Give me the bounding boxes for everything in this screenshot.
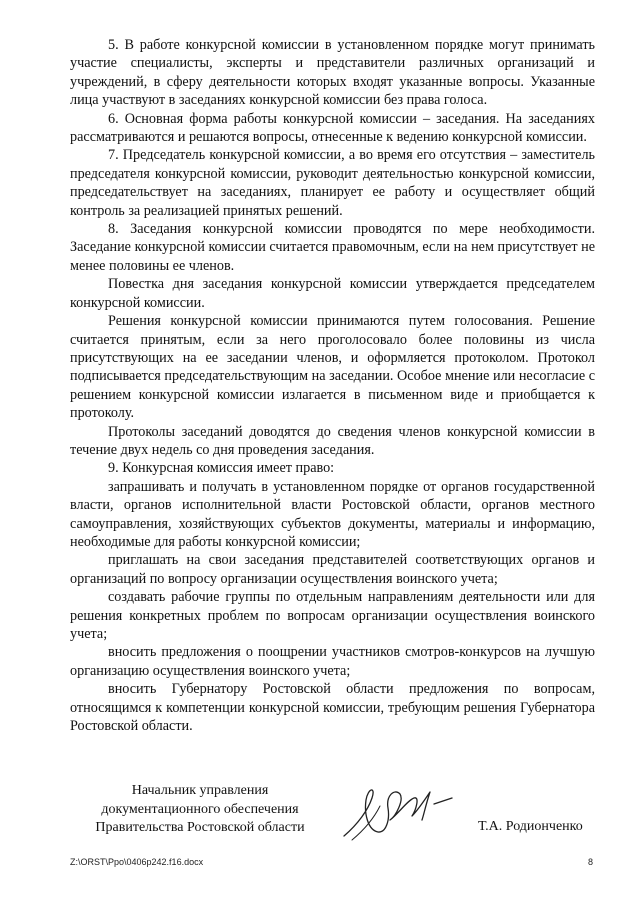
paragraph-agenda: Повестка дня заседания конкурсной комиссии утверждается председателем конкурсной комиссии. <box>70 276 595 311</box>
position-line-2: документационного обеспечения <box>101 801 299 817</box>
paragraph-decisions: Решения конкурсной комиссии принимаются путем голосования. Решение считается принятым, если за него проголосовало более половины из числа присутствующих на ее заседании членов, и оформляется протоколом. Протокол подписывается председательствующим на заседании. Особое мнение или несогласие с решением конкурсной комиссии излагается в письменном виде и приобщается к протоколу. <box>70 313 595 422</box>
file-path: Z:\ORST\Ppo\0406p242.f16.docx <box>70 857 204 867</box>
paragraph-9: 9. Конкурсная комиссия имеет право: <box>108 460 335 477</box>
handwritten-signature <box>338 770 458 845</box>
paragraph-6: 6. Основная форма работы конкурсной комиссии – заседания. На заседаниях рассматриваются и решаются вопросы, отнесенные к ведению конкурсной комиссии. <box>70 110 595 146</box>
position-line-3: Правительства Ростовской области <box>95 820 305 835</box>
right-encouragement: вносить предложения о поощрении участников смотров-конкурсов на лучшую организацию осуществления воинского учета; <box>70 644 595 679</box>
right-invite: приглашать на свои заседания представителей соответствующих органов и организаций по вопросу организации осуществления воинского учета; <box>70 552 595 587</box>
right-proposals: вносить Губернатору Ростовской области предложения по вопросам, относящимся к компетенции конкурсной комиссии, требующим решения Губернатора Ростовской области. <box>70 681 595 735</box>
position-line-1: Начальник управления <box>131 783 269 798</box>
paragraph-5: 5. В работе конкурсной комиссии в установленном порядке могут принимать участие специалисты, эксперты и представители различных организаций и учреждений, в сферу деятельности которых входят указанные вопросы. Указанные лица участвуют в заседаниях конкурсной комиссии без права голоса. <box>70 37 595 109</box>
signatory-position <box>70 782 330 838</box>
right-working-groups: создавать рабочие группы по отдельным направлениям деятельности или для решения конкретных проблем по вопросам организации осуществления воинского учета; <box>70 589 595 642</box>
document-body <box>70 36 595 735</box>
paragraph-8: 8. Заседания конкурсной комиссии проводятся по мере необходимости. Заседание конкурсной комиссии считается правомочным, если на нем присутствует не менее половины ее членов. <box>70 221 595 274</box>
paragraph-7: 7. Председатель конкурсной комиссии, а во время его отсутствия – заместитель председателя конкурсной комиссии, руководит деятельностью конкурсной комиссии, председательствует на заседаниях, планирует ее работу и осуществляет общий контроль за реализацией принятых решений. <box>70 147 595 219</box>
right-request-info: запрашивать и получать в установленном порядке от органов государственной власти, органов исполнительной власти Ростовской области, органов местного самоуправления, хозяйствующих субъектов документы, материалы и информацию, необходимые для работы конкурсной комиссии; <box>70 478 595 550</box>
page-number: 8 <box>588 857 594 867</box>
signatory-name: Т.А. Родионченко <box>478 819 583 834</box>
paragraph-protocols: Протоколы заседаний доводятся до сведения членов конкурсной комиссии в течение двух недель со дня проведения заседания. <box>70 423 595 458</box>
